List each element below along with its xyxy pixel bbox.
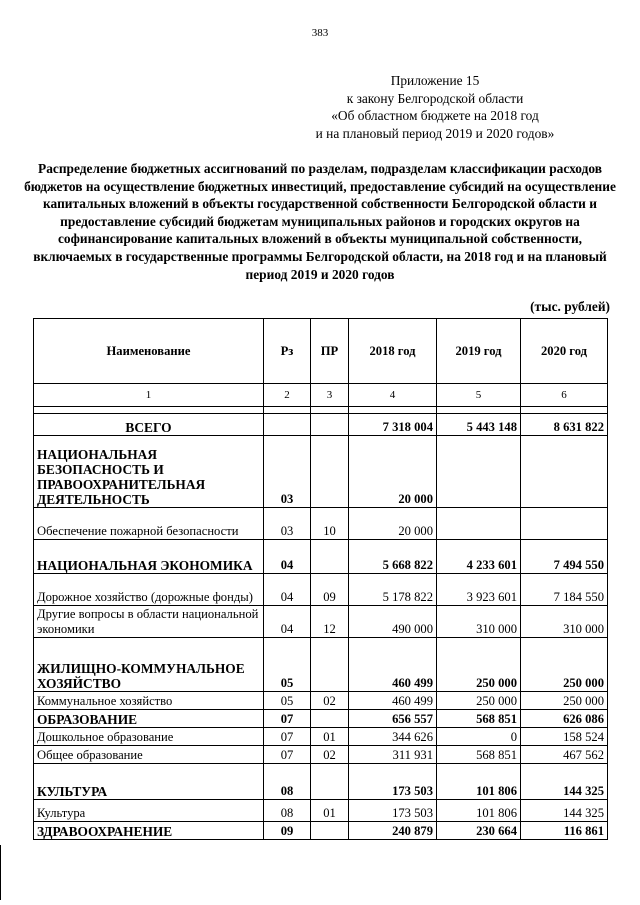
row-2018: 173 503 <box>349 800 437 822</box>
col-number: 2 <box>264 384 311 407</box>
row-rz: 04 <box>264 574 311 606</box>
appendix-line-2: к закону Белгородской области <box>346 90 524 106</box>
col-number: 4 <box>349 384 437 407</box>
column-number-row <box>34 384 608 407</box>
row-2019: 230 664 <box>437 822 521 840</box>
row-pr <box>311 710 349 728</box>
row-2020: 8 631 822 <box>521 414 608 436</box>
appendix-line-1: Приложение 15 <box>390 73 480 88</box>
row-2020: 116 861 <box>521 822 608 840</box>
row-2020: 144 325 <box>521 800 608 822</box>
col-number: 6 <box>521 384 608 407</box>
table-row <box>34 638 608 692</box>
table-row <box>34 508 608 540</box>
row-pr <box>311 764 349 800</box>
row-2019 <box>437 436 521 508</box>
appendix-header <box>290 72 580 142</box>
row-2018: 460 499 <box>349 638 437 692</box>
row-name: Коммунальное хозяйство <box>34 692 264 710</box>
row-2019: 250 000 <box>437 692 521 710</box>
row-2018: 490 000 <box>349 606 437 638</box>
row-2018: 460 499 <box>349 692 437 710</box>
budget-table <box>33 318 608 840</box>
table-row <box>34 746 608 764</box>
table-row <box>34 728 608 746</box>
row-rz: 07 <box>264 728 311 746</box>
row-2018: 240 879 <box>349 822 437 840</box>
row-2020: 158 524 <box>521 728 608 746</box>
table-row <box>34 822 608 840</box>
row-pr: 01 <box>311 728 349 746</box>
row-rz: 08 <box>264 800 311 822</box>
appendix-line-4: и на плановый период 2019 и 2020 годов» <box>315 125 555 141</box>
row-pr <box>311 822 349 840</box>
row-2018: 344 626 <box>349 728 437 746</box>
document-title: Распределение бюджетных ассигнований по разделам, подразделам классификации расходов бюджетов на осуществление бюджетных инвестиций, предоставление субсидий на осуществление капитальных вложений в объекты государственной собственности Белгородской области и предоставление субсидий бюджетам муниципальных районов и городских округов на софинансирование капитальных вложений в объекты муниципальной собственности, включаемых в государственные программы Белгородской области, на 2018 год и на плановый период 2019 и 2020 годов <box>24 161 616 282</box>
row-2019: 3 923 601 <box>437 574 521 606</box>
spacer-row <box>34 407 608 414</box>
row-2019: 250 000 <box>437 638 521 692</box>
row-pr: 10 <box>311 508 349 540</box>
row-2018: 7 318 004 <box>349 414 437 436</box>
row-name: ВСЕГО <box>34 414 264 436</box>
row-2019 <box>437 508 521 540</box>
row-pr: 12 <box>311 606 349 638</box>
row-2020: 467 562 <box>521 746 608 764</box>
row-rz: 03 <box>264 508 311 540</box>
row-2020: 7 494 550 <box>521 540 608 574</box>
row-rz: 09 <box>264 822 311 840</box>
row-rz: 07 <box>264 710 311 728</box>
row-rz <box>264 414 311 436</box>
table-row <box>34 710 608 728</box>
row-2020: 144 325 <box>521 764 608 800</box>
col-number: 5 <box>437 384 521 407</box>
row-rz: 03 <box>264 436 311 508</box>
row-name: ОБРАЗОВАНИЕ <box>34 710 264 728</box>
row-name: Обеспечение пожарной безопасности <box>34 508 264 540</box>
row-pr <box>311 540 349 574</box>
table-row <box>34 574 608 606</box>
row-name: Общее образование <box>34 746 264 764</box>
table-row <box>34 764 608 800</box>
row-pr: 09 <box>311 574 349 606</box>
table-row <box>34 606 608 638</box>
row-2019: 101 806 <box>437 800 521 822</box>
row-rz: 04 <box>264 540 311 574</box>
row-2020: 310 000 <box>521 606 608 638</box>
table-row <box>34 436 608 508</box>
row-2018: 5 178 822 <box>349 574 437 606</box>
row-rz: 05 <box>264 692 311 710</box>
row-2019: 4 233 601 <box>437 540 521 574</box>
row-2020: 626 086 <box>521 710 608 728</box>
scan-edge-line <box>0 845 1 900</box>
row-name: ЗДРАВООХРАНЕНИЕ <box>34 822 264 840</box>
table-row <box>34 692 608 710</box>
row-2020: 7 184 550 <box>521 574 608 606</box>
table-row <box>34 540 608 574</box>
row-2019: 568 851 <box>437 746 521 764</box>
row-name: ЖИЛИЩНО-КОММУНАЛЬНОЕ ХОЗЯЙСТВО <box>34 638 264 692</box>
row-2020: 250 000 <box>521 638 608 692</box>
col-number: 3 <box>311 384 349 407</box>
header-pr: ПР <box>311 319 349 384</box>
row-pr: 01 <box>311 800 349 822</box>
row-name: Другие вопросы в области национальной экономики <box>34 606 264 638</box>
row-2018: 173 503 <box>349 764 437 800</box>
row-name: Дошкольное образование <box>34 728 264 746</box>
row-pr: 02 <box>311 692 349 710</box>
row-name: НАЦИОНАЛЬНАЯ ЭКОНОМИКА <box>34 540 264 574</box>
col-number: 1 <box>34 384 264 407</box>
row-name: Культура <box>34 800 264 822</box>
row-2019: 101 806 <box>437 764 521 800</box>
row-pr <box>311 414 349 436</box>
row-pr: 02 <box>311 746 349 764</box>
row-2019: 5 443 148 <box>437 414 521 436</box>
table-row <box>34 414 608 436</box>
row-2018: 20 000 <box>349 508 437 540</box>
row-rz: 08 <box>264 764 311 800</box>
table-row <box>34 800 608 822</box>
appendix-line-3: «Об областном бюджете на 2018 год <box>331 108 539 123</box>
header-rz: Рз <box>264 319 311 384</box>
row-name: НАЦИОНАЛЬНАЯ БЕЗОПАСНОСТЬ И ПРАВООХРАНИТЕЛЬНАЯ ДЕЯТЕЛЬНОСТЬ <box>34 436 264 508</box>
row-name: КУЛЬТУРА <box>34 764 264 800</box>
page-number: 383 <box>311 27 329 39</box>
row-2020 <box>521 436 608 508</box>
units-label: (тыс. рублей) <box>530 299 610 314</box>
row-2018: 656 557 <box>349 710 437 728</box>
header-2019: 2019 год <box>437 319 521 384</box>
header-2020: 2020 год <box>521 319 608 384</box>
row-pr <box>311 638 349 692</box>
row-2019: 568 851 <box>437 710 521 728</box>
row-2018: 311 931 <box>349 746 437 764</box>
header-name: Наименование <box>34 319 264 384</box>
row-2018: 5 668 822 <box>349 540 437 574</box>
row-name: Дорожное хозяйство (дорожные фонды) <box>34 574 264 606</box>
row-rz: 07 <box>264 746 311 764</box>
row-2020: 250 000 <box>521 692 608 710</box>
row-pr <box>311 436 349 508</box>
row-2019: 310 000 <box>437 606 521 638</box>
row-2020 <box>521 508 608 540</box>
table-header-row <box>34 319 608 384</box>
row-rz: 05 <box>264 638 311 692</box>
row-rz: 04 <box>264 606 311 638</box>
row-2018: 20 000 <box>349 436 437 508</box>
row-2019: 0 <box>437 728 521 746</box>
header-2018: 2018 год <box>349 319 437 384</box>
